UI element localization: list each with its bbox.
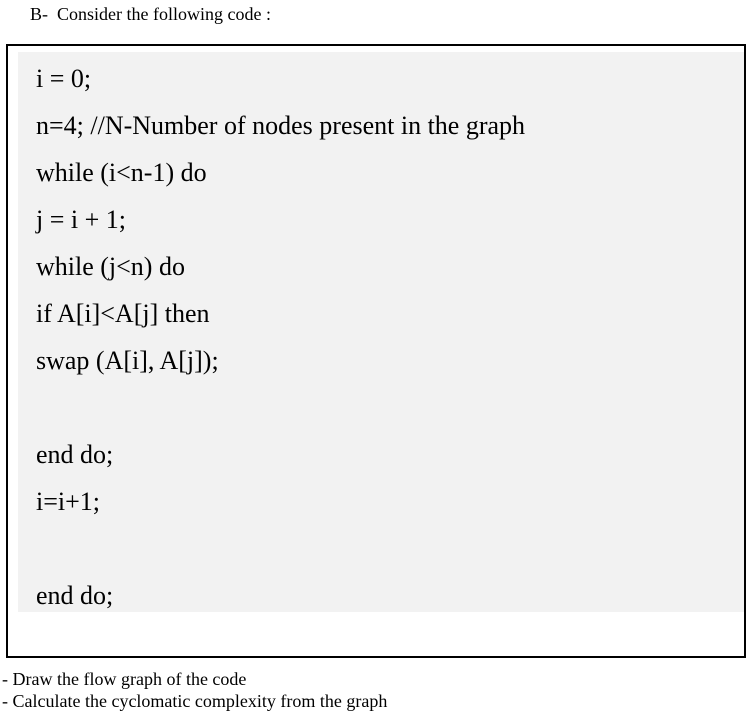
- task-item: - Draw the flow graph of the code: [2, 669, 247, 689]
- code-line: if A[i]<A[j] then: [36, 299, 210, 328]
- code-line: while (j<n) do: [36, 252, 185, 281]
- question-heading: B- Consider the following code :: [30, 4, 271, 24]
- code-line: i=i+1;: [36, 487, 100, 516]
- task-item: - Calculate the cyclomatic complexity from the graph: [2, 691, 388, 711]
- code-line: while (i<n-1) do: [36, 158, 207, 187]
- code-line: end do;: [36, 581, 114, 610]
- code-box: [6, 44, 746, 658]
- code-line: end do;: [36, 440, 114, 469]
- task-list: [2, 668, 387, 712]
- code-line: i = 0;: [36, 64, 92, 93]
- code-line: j = i + 1;: [36, 205, 126, 234]
- code-background: [18, 52, 744, 612]
- code-line: swap (A[i], A[j]);: [36, 346, 219, 375]
- code-line: n=4; //N-Number of nodes present in the graph: [36, 111, 526, 140]
